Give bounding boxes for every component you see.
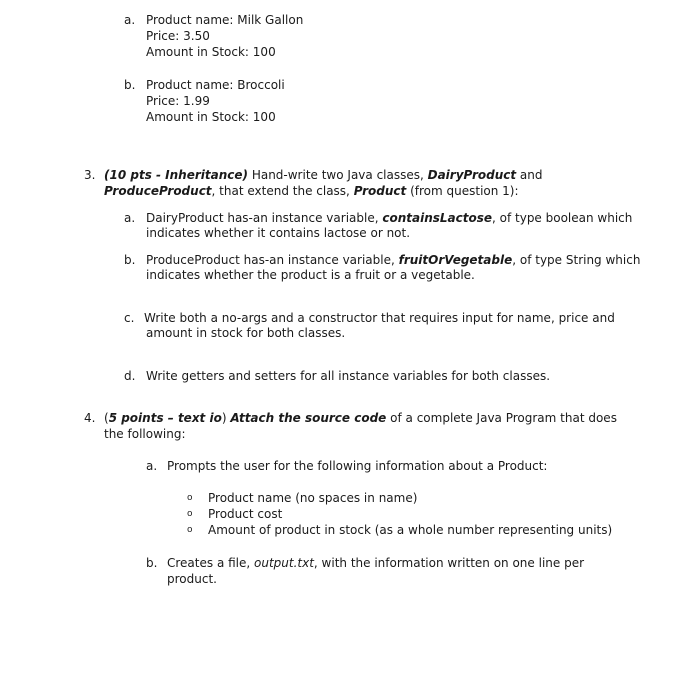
question-3-heading [104,167,543,183]
q3d-line1: Write getters and setters for all instance variables for both classes. [146,369,551,383]
question-number: 4. [84,411,96,425]
text: DairyProduct has-an instance variable, [146,211,383,225]
product-line: Price: 1.99 [146,94,210,108]
item-marker: b. [124,78,136,92]
item-marker: c. [124,311,135,325]
variable-name: fruitOrVegetable [398,253,513,267]
q3a-line1 [146,210,632,226]
class-name: DairyProduct [427,168,517,182]
q4b-line1 [167,555,584,571]
q3c-line2: amount in stock for both classes. [146,326,346,340]
text: of a complete Java Program that does [386,411,617,425]
text: ) [221,411,231,425]
question-3-heading-line2 [104,183,519,199]
class-name: ProduceProduct [104,184,212,198]
points-label: (10 pts - Inheritance) [104,168,248,182]
bullet-item: Product name (no spaces in name) [208,491,418,505]
item-marker: b. [124,253,136,267]
item-marker: a. [124,13,136,27]
question-4-heading [104,410,617,426]
q3b-line1 [146,252,640,268]
heading-text: (from question 1): [406,184,519,198]
bullet-item: Amount of product in stock (as a whole number representing units) [208,523,613,537]
product-line: Product name: Milk Gallon [146,13,304,27]
text: , of type String which [512,253,641,267]
q3c-line1: Write both a no-args and a constructor that requires input for name, price and [144,311,615,325]
product-line: Price: 3.50 [146,29,210,43]
file-name: output.txt [254,556,314,570]
q3b-line2: indicates whether the product is a fruit or a vegetable. [146,268,475,282]
item-marker: a. [124,211,136,225]
text: ProduceProduct has-an instance variable, [146,253,399,267]
class-name: Product [353,184,407,198]
item-marker: a. [146,459,158,473]
bullet-item: Product cost [208,507,283,521]
item-marker: d. [124,369,136,383]
product-line: Product name: Broccoli [146,78,285,92]
bullet-icon: o [187,493,193,503]
points-label: 5 points – text io [108,411,222,425]
heading-text: , that extend the class, [211,184,354,198]
text: , of type boolean which [492,211,633,225]
text: , with the information written on one line per [313,556,585,570]
question-number: 3. [84,168,96,182]
item-marker: b. [146,556,158,570]
q4a-text: Prompts the user for the following information about a Product: [167,459,548,473]
q4b-line2: product. [167,572,217,586]
product-line: Amount in Stock: 100 [146,110,276,124]
q3a-line2: indicates whether it contains lactose or not. [146,226,411,240]
variable-name: containsLactose [382,211,492,225]
product-line: Amount in Stock: 100 [146,45,276,59]
text: Creates a file, [167,556,255,570]
question-4-heading-line2: the following: [104,427,186,441]
text: ( [104,411,109,425]
heading-text: Hand-write two Java classes, [248,168,428,182]
attach-label: Attach the source code [230,411,387,425]
bullet-icon: o [187,525,193,535]
bullet-icon: o [187,509,193,519]
heading-text: and [516,168,543,182]
